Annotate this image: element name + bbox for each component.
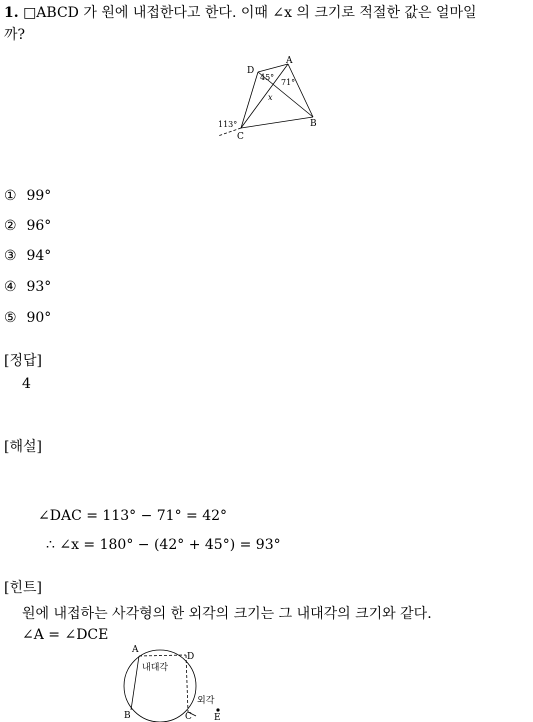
choice-mark: ②	[4, 218, 17, 234]
choice-value: 94°	[26, 248, 52, 264]
angle-45: 45°	[260, 73, 275, 82]
label-C: C	[237, 132, 244, 142]
hint-heading: [힌트]	[4, 580, 42, 596]
answer-heading: [정답]	[4, 353, 42, 369]
question-number: 1.	[4, 5, 19, 21]
choice-value: 93°	[26, 279, 52, 295]
label-B: B	[124, 711, 131, 721]
explanation-line-1: ∠DAC = 113° − 71° = 42°	[38, 508, 228, 524]
hint-formula: ∠A = ∠DCE	[22, 627, 109, 643]
label-E: E	[214, 713, 221, 722]
angle-x: x	[268, 93, 273, 102]
choice-value: 99°	[26, 188, 52, 204]
label-A: A	[286, 56, 293, 66]
angle-71: 71°	[281, 78, 296, 87]
label-D: D	[187, 652, 195, 662]
choice-mark: ⑤	[4, 310, 17, 326]
angle-113: 113°	[218, 120, 238, 129]
label-C: C	[185, 712, 192, 722]
answer-value: 4	[22, 376, 31, 392]
point-E	[216, 708, 219, 711]
outer-angle-label: 외각	[197, 696, 215, 706]
explanation-heading: [해설]	[4, 439, 42, 455]
inner-angle-label: 내대각	[142, 663, 169, 673]
choice-mark: ④	[4, 279, 17, 295]
explanation-line-2: ∴ ∠x = 180° − (42° + 45°) = 93°	[46, 537, 281, 553]
question-line-2: 까?	[4, 27, 26, 43]
hint-text: 원에 내접하는 사각형의 한 외각의 크기는 그 내대각의 크기와 같다.	[22, 606, 432, 622]
choice-value: 96°	[26, 218, 52, 234]
label-D: D	[247, 66, 255, 76]
choice-mark: ①	[4, 188, 17, 204]
label-A: A	[132, 645, 139, 655]
choice-value: 90°	[26, 310, 52, 326]
label-B: B	[310, 119, 317, 129]
question-line-1: □ABCD 가 원에 내접한다고 한다. 이때 ∠x 의 크기로 적절한 값은 얼마일	[23, 5, 477, 21]
side-AB	[131, 656, 139, 710]
choice-mark: ③	[4, 248, 17, 264]
